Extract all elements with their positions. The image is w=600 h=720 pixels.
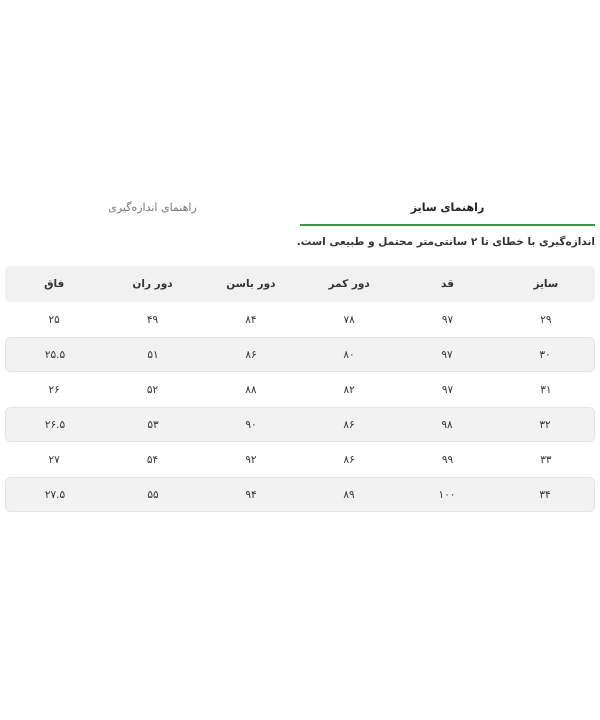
cell-height: ۱۰۰: [438, 488, 456, 501]
cell-thigh: ۵۲: [146, 383, 159, 396]
table-row: [5, 302, 595, 337]
header-rise: فاق: [44, 278, 65, 290]
cell-height: ۹۸: [441, 418, 453, 431]
cell-size: ۳۳: [540, 453, 552, 466]
cell-size: ۳۴: [539, 488, 551, 501]
cell-hip: ۹۲: [245, 453, 257, 466]
cell-hip: ۸۸: [245, 383, 257, 396]
cell-rise: ۲۷: [48, 453, 60, 466]
cell-thigh: ۵۵: [147, 488, 159, 501]
cell-size: ۳۰: [539, 348, 551, 361]
cell-rise: ۲۷.۵: [44, 488, 66, 501]
table-row: [5, 477, 595, 512]
cell-waist: ۸۹: [343, 488, 355, 501]
tab-bar: [5, 190, 595, 226]
cell-rise: ۲۶: [48, 383, 60, 396]
size-table: [5, 266, 595, 512]
cell-rise: ۲۵.۵: [44, 348, 66, 361]
tab-measurement-guide[interactable]: راهنمای اندازه‌گیری: [108, 201, 197, 214]
cell-hip: ۸۴: [245, 313, 257, 326]
tab-size-guide[interactable]: راهنمای سایز: [300, 190, 595, 226]
cell-height: ۹۷: [441, 348, 453, 361]
header-height: قد: [441, 278, 454, 290]
cell-height: ۹۷: [441, 383, 454, 396]
cell-rise: ۲۵: [48, 313, 60, 326]
cell-waist: ۸۰: [343, 348, 355, 361]
table-header-row: [5, 266, 595, 302]
cell-height: ۹۹: [441, 453, 454, 466]
cell-thigh: ۵۴: [146, 453, 159, 466]
cell-size: ۳۲: [539, 418, 551, 431]
cell-thigh: ۴۹: [146, 313, 159, 326]
header-size: سایز: [533, 278, 559, 290]
table-row: [5, 337, 595, 372]
table-row: [5, 442, 595, 477]
cell-waist: ۸۶: [343, 418, 355, 431]
cell-size: ۲۹: [540, 313, 552, 326]
cell-size: ۳۱: [540, 383, 552, 396]
cell-thigh: ۵۳: [147, 418, 159, 431]
cell-hip: ۹۰: [245, 418, 257, 431]
cell-height: ۹۷: [441, 313, 454, 326]
cell-thigh: ۵۱: [147, 348, 159, 361]
measurement-note: اندازه‌گیری با خطای تا ۲ سانتی‌متر محتمل و طبیعی است.: [296, 236, 595, 248]
header-hip: دور باسن: [226, 278, 276, 290]
header-thigh: دور ران: [132, 278, 173, 290]
cell-waist: ۷۸: [343, 313, 355, 326]
cell-rise: ۲۶.۵: [44, 418, 66, 431]
table-row: [5, 372, 595, 407]
cell-hip: ۸۶: [245, 348, 257, 361]
cell-waist: ۸۲: [343, 383, 355, 396]
cell-hip: ۹۴: [245, 488, 257, 501]
header-waist: دور کمر: [328, 278, 370, 290]
table-row: [5, 407, 595, 442]
cell-waist: ۸۶: [343, 453, 355, 466]
